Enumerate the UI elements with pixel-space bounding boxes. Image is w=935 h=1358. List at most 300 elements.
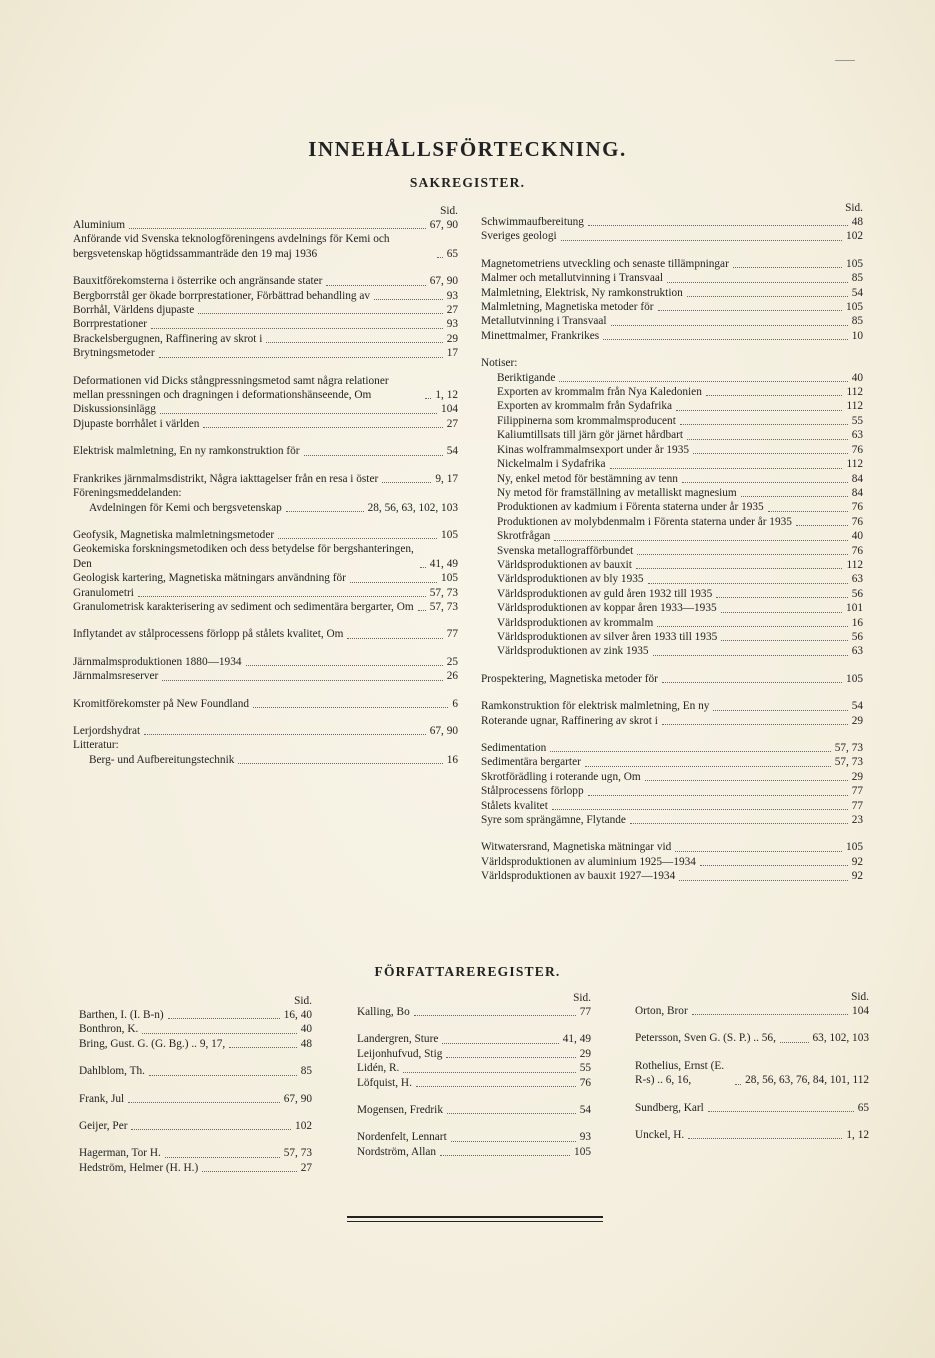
entry-text: Produktionen av molybdenmalm i Förenta staterna under år 1935 [497,515,792,528]
entry-text: Berg- und Aufbereitungstechnik [89,753,235,766]
index-entry [481,215,863,229]
entry-text: Nordenfelt, Lennart [357,1131,447,1144]
index-entry [481,616,863,630]
leader-dots [425,398,431,399]
entry-page: 1, 12 [846,1129,869,1142]
entry-page: 29 [446,332,458,345]
entry-text: Världsproduktionen av koppar åren 1933—1935 [497,602,717,615]
leader-dots [657,626,847,627]
entry-page: 16 [446,753,458,766]
entry-text: Dahlblom, Th. [79,1065,145,1078]
spacer [73,261,458,274]
entry-page: 16, 40 [283,1009,312,1021]
entry-page: 76 [851,544,863,557]
leader-dots [675,851,842,852]
entry-text: Granulometri [73,586,134,599]
spacer [73,711,458,724]
leader-dots [202,1171,296,1172]
entry-text: Bonthron, K. [79,1023,139,1036]
entry-text: Sedimentation [481,742,547,754]
entry-page: 54 [446,445,458,458]
index-entry [357,1032,591,1046]
leader-dots [733,267,842,268]
leader-dots [603,339,848,340]
entry-page: 28, 56, 63, 102, 103 [367,501,458,514]
leader-dots [676,410,842,411]
index-entry [481,544,863,558]
leader-dots [286,511,364,512]
leader-dots [278,538,437,539]
entry-page: 27 [446,304,458,317]
leader-dots [403,1072,575,1073]
index-entry [481,286,863,300]
index-entry [73,444,458,458]
spacer [357,1117,591,1130]
entry-text: Bauxitförekomsterna i österrike och angränsande stater [73,275,323,288]
entry-page: 41, 49 [562,1033,591,1046]
leader-dots [653,655,848,656]
spacer [481,728,863,741]
entry-text: Lidén, R. [357,1062,400,1075]
leader-dots [721,640,847,641]
index-entry [357,1103,591,1117]
entry-text: Nickelmalm i Sydafrika [497,458,606,471]
entry-page: 76 [579,1076,591,1089]
leader-dots [679,880,847,881]
leader-dots [374,299,443,300]
entry-text: Orton, Bror [635,1005,688,1017]
entry-page: 85 [300,1065,312,1078]
leader-dots [144,734,426,735]
entry-text: Brackelsbergugnen, Raffinering av skrot i [73,332,263,345]
entry-text: Kaliumtillsats till järn gör järnet hårdbart [497,429,684,442]
entry-page: 93 [446,318,458,331]
index-entry [481,558,863,572]
spacer [481,659,863,672]
page-title: INNEHÅLLSFÖRTECKNING. [308,137,627,161]
leader-dots [447,1113,576,1114]
leader-dots [142,1033,296,1034]
index-entry [481,428,863,442]
entry-text: Filippinerna som krommalmsproducent [497,414,676,427]
index-entry [79,1037,312,1051]
index-entry [481,630,863,644]
entry-text: Sedimentära bergarter [481,756,581,769]
index-entry [73,289,458,303]
leader-dots [700,865,848,866]
entry-text: Skrotfrågan [497,530,551,543]
index-entry [73,218,458,232]
leader-dots [585,766,831,767]
leader-dots [304,455,443,456]
index-entry [73,232,458,261]
entry-page: 48 [851,216,863,228]
leader-dots [645,780,848,781]
entry-text: Frankrikes järnmalmsdistrikt, Några iakttagelser från en resa i öster [73,472,379,485]
entry-page: 63 [851,573,863,586]
subject-register-heading: SAKREGISTER. [409,175,526,190]
leader-dots [550,751,830,752]
entry-page: 28, 56, 63, 76, 84, 101, 112 [745,1074,869,1087]
entry-text: Lerjordshydrat [73,724,141,737]
entry-text: Geijer, Per [79,1120,128,1133]
leader-dots [780,1042,809,1043]
index-entry [481,472,863,486]
entry-page: 27 [446,417,458,430]
entry-page: 65 [446,247,458,260]
spacer [73,515,458,528]
leader-dots [680,424,848,425]
entry-page: 29 [579,1047,591,1060]
sid-label: Sid. [851,991,869,1003]
index-entry [73,472,458,486]
leader-dots [706,395,843,396]
entry-text: Elektrisk malmletning, En ny ramkonstruktion för [73,445,300,458]
entry-page: 67, 90 [283,1092,312,1105]
entry-text: Beriktigande [497,371,556,384]
index-entry [481,500,863,514]
entry-page: 112 [846,558,863,571]
entry-page: 63 [851,645,863,658]
spacer [635,1088,869,1101]
entry-text: Produktionen av kadmium i Förenta staterna under år 1935 [497,501,764,514]
index-entry [73,332,458,346]
entry-text: Witwatersrand, Magnetiska mätningar vid [481,841,672,854]
index-entry [481,813,863,827]
leader-dots [442,1043,558,1044]
entry-text: Hedström, Helmer (H. H.) [79,1161,199,1174]
index-entry [481,329,863,343]
entry-text: Ny metod för framställning av metalliskt magnesium [497,486,737,499]
leader-dots [128,1102,280,1103]
index-entry [73,346,458,360]
entry-page: 105 [574,1145,591,1158]
entry-page: 55 [851,414,863,427]
entry-text: Borrhål, Världens djupaste [73,304,195,317]
spacer [357,1090,591,1103]
leader-dots [662,682,842,683]
index-entry [481,587,863,601]
entry-text: Magnetometriens utveckling och senaste tillämpningar [481,257,729,270]
leader-dots [420,567,426,568]
leader-dots [588,225,848,226]
entry-page: 102 [846,230,863,243]
entry-page: 48 [300,1037,312,1050]
leader-dots [129,228,426,229]
entry-text: Ny, enkel metod för bestämning av tenn [497,472,678,485]
entry-text: Stålets kvalitet [481,799,548,812]
entry-page: 56 [851,630,863,643]
leader-dots [446,1057,575,1058]
index-entry [73,374,458,403]
index-entry [73,303,458,317]
entry-text: Ramkonstruktion för elektrisk malmletning, En ny [481,700,710,713]
spacer [635,1046,869,1059]
leader-dots [630,823,848,824]
index-entry [79,1008,312,1022]
leader-dots [708,1111,854,1112]
leader-dots [203,427,442,428]
leader-dots [688,1138,842,1139]
index-entry [357,1005,591,1019]
entry-page: 85 [851,272,863,285]
entry-page: 92 [851,870,863,883]
entry-text: Mogensen, Fredrik [357,1104,443,1117]
spacer [73,361,458,374]
entry-text: Sundberg, Karl [635,1101,704,1114]
entry-text: Föreningsmeddelanden: [73,487,182,500]
entry-page: 40 [300,1023,312,1036]
entry-page: 92 [851,855,863,868]
leader-dots [160,413,437,414]
sid-label: Sid. [845,202,863,214]
entry-text: Världsproduktionen av bauxit 1927—1934 [481,870,676,883]
leader-dots [721,612,842,613]
entry-page: 40 [851,371,863,384]
index-entry [73,528,458,542]
leader-dots [440,1155,570,1156]
entry-text: Skrotförädling i roterande ugn, Om [481,770,641,783]
entry-page: 104 [852,1005,869,1017]
entry-page: 77 [579,1006,591,1018]
index-entry [73,571,458,585]
leader-dots [165,1157,280,1158]
index-entry [79,1161,312,1175]
index-entry [481,784,863,798]
entry-text: Frank, Jul [79,1092,125,1105]
entry-text: Notiser: [481,357,518,370]
entry-page: 57, 73 [283,1147,312,1160]
spacer [79,1106,312,1119]
leader-dots [687,296,848,297]
entry-text: Världsproduktionen av bly 1935 [497,573,644,586]
entry-page: 41, 49 [429,557,458,570]
entry-page: 29 [851,770,863,783]
index-entry [635,1059,869,1088]
entry-text: Nordström, Allan [357,1145,437,1158]
entry-text: Hagerman, Tor H. [79,1147,161,1160]
entry-page: 67, 90 [429,275,458,288]
entry-page: 56 [851,587,863,600]
entry-page: 76 [851,443,863,456]
entry-text: Exporten av krommalm från Nya Kaledonien [497,386,702,399]
leader-dots [693,453,848,454]
entry-text: Schwimmaufbereitung [481,216,584,228]
entry-page: 84 [851,472,863,485]
entry-text: Malmletning, Elektrisk, Ny ramkonstruktion [481,286,683,299]
entry-page: 54 [851,700,863,713]
entry-text: Världsproduktionen av krommalm [497,616,654,629]
index-entry [481,271,863,285]
leader-dots [266,342,442,343]
index-entry [635,1101,869,1115]
entry-text: Diskussionsinlägg [73,403,156,416]
spacer [481,686,863,699]
entry-text: Landergren, Sture [357,1033,439,1046]
entry-page: 105 [846,841,863,854]
index-entry [79,1146,312,1160]
index-entry [73,669,458,683]
entry-text: Brytningsmetoder [73,347,155,360]
leader-dots [162,680,442,681]
entry-page: 105 [441,528,458,541]
index-entry [79,1092,312,1106]
corner-mark [835,60,855,61]
spacer [481,343,863,356]
entry-page: 23 [851,814,863,827]
entry-text: Unckel, H. [635,1129,685,1142]
entry-text: Barthen, I. (I. B-n) [79,1009,164,1021]
index-entry [481,371,863,385]
index-entry [73,542,458,571]
index-entry [357,1047,591,1061]
entry-text: Världsproduktionen av aluminium 1925—1934 [481,855,696,868]
leader-dots [610,468,843,469]
entry-text: Syre som sprängämne, Flytande [481,814,626,827]
leader-dots [347,638,442,639]
entry-text: Världsproduktionen av zink 1935 [497,645,649,658]
entry-text: Kromitförekomster på New Foundland [73,697,250,710]
entry-text: Kinas wolframmalmsexport under år 1935 [497,443,689,456]
index-entry [481,257,863,271]
index-entry [73,501,458,515]
leader-dots [326,285,425,286]
entry-page: 76 [851,515,863,528]
index-entry [481,840,863,854]
entry-page: 40 [851,530,863,543]
entry-page: 102 [295,1120,312,1133]
index-entry [481,755,863,769]
index-entry [481,529,863,543]
leader-dots [559,381,847,382]
leader-dots [198,313,442,314]
entry-text: Djupaste borrhålet i världen [73,417,200,430]
entry-text: Löfquist, H. [357,1076,412,1089]
leader-dots [741,496,848,497]
entry-page: 77 [851,785,863,798]
index-entry [481,515,863,529]
entry-text: Metallutvinning i Transvaal [481,315,607,328]
spacer [481,244,863,257]
index-entry [79,1064,312,1078]
entry-text: Malmletning, Magnetiska metoder för [481,301,654,314]
entry-page: 77 [851,799,863,812]
leader-dots [138,596,426,597]
entry-text: Exporten av krommalm från Sydafrika [497,400,673,413]
index-entry [481,385,863,399]
leader-dots [682,482,848,483]
index-entry [481,672,863,686]
index-entry [481,457,863,471]
leader-dots [149,1075,297,1076]
leader-dots [796,525,848,526]
index-entry [635,1004,869,1018]
leader-dots [414,1015,576,1016]
spacer [73,642,458,655]
leader-dots [636,568,843,569]
entry-page: 26 [446,670,458,683]
index-entry [357,1061,591,1075]
entry-page: 63, 102, 103 [812,1032,869,1045]
index-entry [481,229,863,243]
entry-page: 54 [851,286,863,299]
closing-rule [347,1216,603,1222]
leader-dots [648,583,848,584]
entry-page: 67, 90 [429,724,458,737]
entry-text: Järnmalmsproduktionen 1880—1934 [73,655,242,668]
spacer [73,614,458,627]
entry-page: 105 [441,572,458,585]
leader-dots [246,665,443,666]
entry-text: Geofysik, Magnetiska malmletningsmetoder [73,528,275,541]
leader-dots [229,1047,296,1048]
entry-text: Borrprestationer [73,318,148,331]
index-entry [73,600,458,614]
leader-dots [151,328,443,329]
entry-text: Sveriges geologi [481,230,557,243]
index-entry [73,753,458,767]
index-entry [73,586,458,600]
index-entry [73,486,458,500]
entry-text: Roterande ugnar, Raffinering av skrot i [481,714,658,727]
entry-page: 16 [851,616,863,629]
entry-text: Svenska metallografförbundet [497,544,634,557]
index-entry [73,738,458,752]
index-entry [481,770,863,784]
leader-dots [713,710,847,711]
spacer [635,1115,869,1128]
entry-text: Malmer och metallutvinning i Transvaal [481,272,663,285]
entry-page: 105 [846,257,863,270]
index-entry [357,1076,591,1090]
entry-text: Stålprocessens förlopp [481,785,584,798]
index-entry [357,1145,591,1159]
leader-dots [437,257,443,258]
leader-dots [735,1084,741,1085]
index-entry [357,1130,591,1144]
index-entry [481,443,863,457]
index-entry [73,724,458,738]
entry-page: 57, 73 [429,600,458,613]
leader-dots [131,1129,291,1130]
spacer [79,1133,312,1146]
entry-text: Petersson, Sven G. (S. P.) .. 56, [635,1032,776,1045]
index-entry [481,699,863,713]
author-register-column-1 [79,994,312,1175]
index-entry [73,417,458,431]
leader-dots [159,357,443,358]
spacer [79,1051,312,1064]
leader-dots [382,482,431,483]
entry-page: 27 [300,1161,312,1174]
entry-page: 57, 73 [429,586,458,599]
index-entry [481,414,863,428]
index-entry [481,486,863,500]
index-entry [481,741,863,755]
entry-text: Järnmalmsreserver [73,670,159,683]
index-entry [481,601,863,615]
index-entry [635,1031,869,1045]
entry-text: Prospektering, Magnetiska metoder för [481,672,658,685]
entry-page: 6 [452,697,458,710]
index-entry [73,627,458,641]
entry-text: Bergborrstål ger ökade borrprestationer, Förbättrad behandling av [73,289,371,302]
entry-text: Världsproduktionen av bauxit [497,558,632,571]
index-entry [481,855,863,869]
leader-dots [561,240,842,241]
entry-text: Kalling, Bo [357,1006,410,1018]
entry-page: 93 [446,289,458,302]
